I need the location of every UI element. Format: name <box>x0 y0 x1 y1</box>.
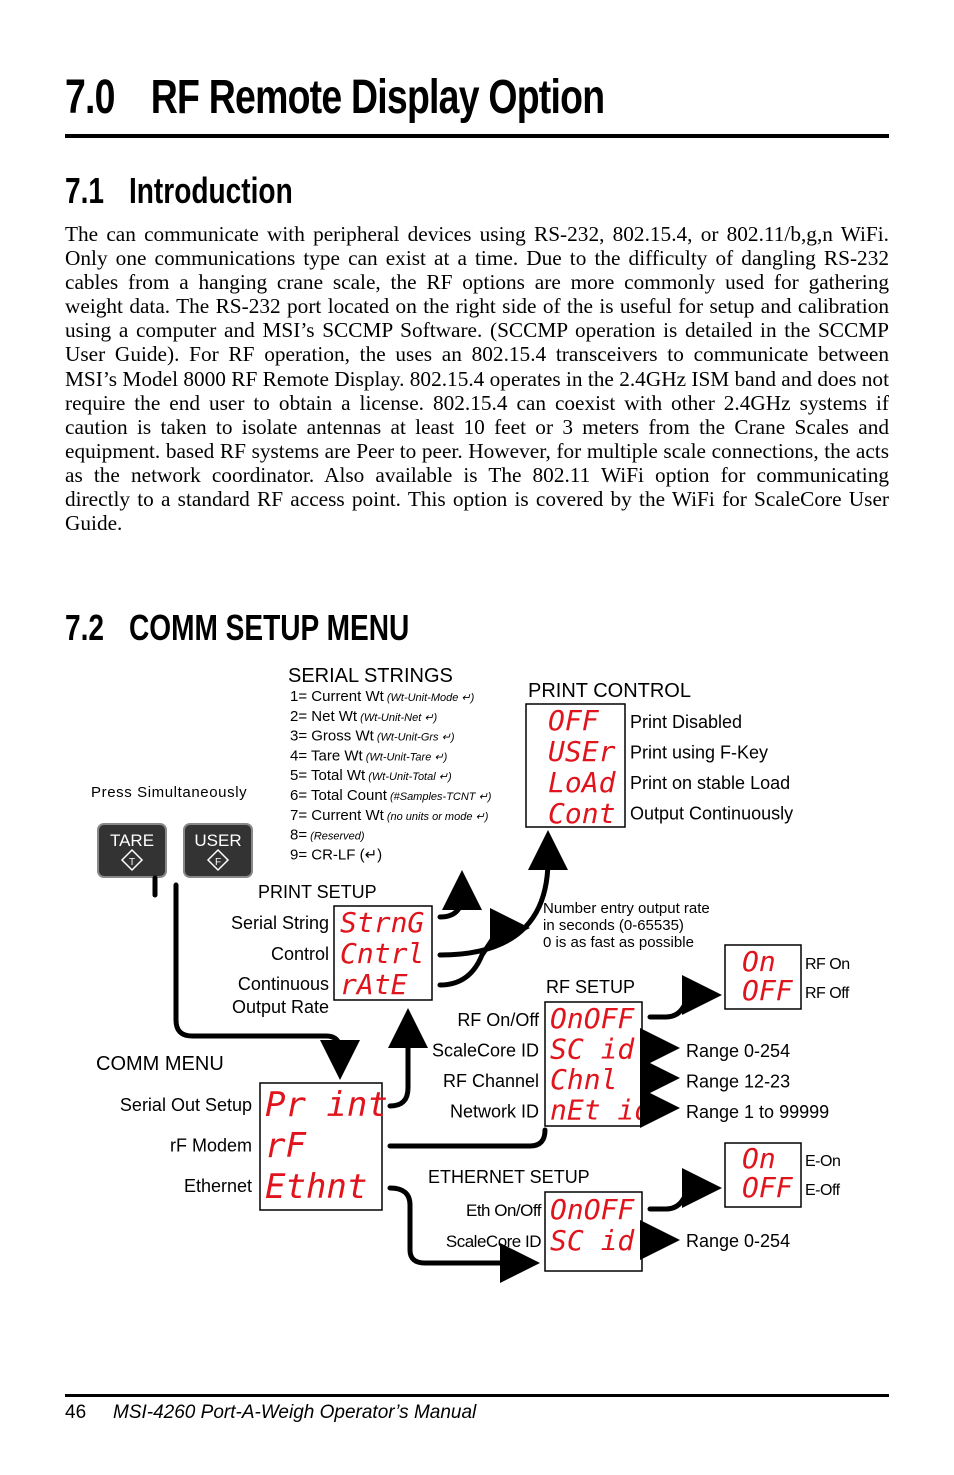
eth-onoff-label: E-On <box>805 1153 841 1170</box>
rf-setup-ranges <box>686 1041 829 1122</box>
serial-strings-title: SERIAL STRINGS <box>288 665 453 687</box>
print-setup-option-label: Control <box>270 944 329 964</box>
ethernet-setup-lcd-value: OnOFF <box>550 1193 635 1226</box>
print-setup-option-label: Output Rate <box>231 997 329 1017</box>
serial-string-item: 8= (Reserved) <box>290 826 365 844</box>
rf-setup-labels <box>432 1010 540 1122</box>
print-setup-option-label: Continuous <box>237 974 329 994</box>
manual-title: MSI-4260 Port-A-Weigh Operator’s Manual <box>113 1402 477 1423</box>
ethernet-setup-lcd-value: SC id <box>550 1224 635 1257</box>
print-setup-title: PRINT SETUP <box>258 882 377 902</box>
rf-setup-lcd-value: nEt id <box>550 1093 652 1127</box>
serial-string-item: 2= Net Wt (Wt-Unit-Net ↵) <box>290 707 438 725</box>
user-key[interactable] <box>184 824 252 877</box>
eth-onoff-lcd-value: On <box>742 1142 776 1175</box>
press-simultaneously-label: Press Simultaneously <box>91 784 248 801</box>
print-setup-lcd <box>340 906 424 1001</box>
page-footer <box>65 1402 476 1424</box>
page-number: 46 <box>65 1402 87 1423</box>
serial-string-item: 6= Total Count (#Samples-TCNT ↵) <box>290 787 492 804</box>
serial-string-item: 1= Current Wt (Wt-Unit-Mode ↵) <box>290 688 475 705</box>
print-control-option-label: Print Disabled <box>630 712 743 732</box>
subsection-title: COMM SETUP MENU <box>128 607 410 648</box>
serial-string-item: 7= Current Wt (no units or mode ↵) <box>290 806 489 824</box>
user-key-sub: F <box>214 857 222 868</box>
rf-onoff-lcd <box>742 945 794 1007</box>
ethernet-setup-option-label: ScaleCore ID <box>445 1232 541 1251</box>
ethernet-setup-title: ETHERNET SETUP <box>428 1167 590 1187</box>
rf-setup-lcd-value: SC id <box>550 1032 635 1066</box>
ethernet-setup-lcd <box>550 1193 635 1257</box>
print-control-lcd-value: OFF <box>548 704 599 737</box>
comm-menu-lcd <box>265 1085 388 1207</box>
serial-strings-list <box>290 688 492 863</box>
print-control-lcd-value: LoAd <box>548 766 616 799</box>
section-title: RF Remote Display Option <box>150 71 605 124</box>
print-control-lcd-value: USEr <box>548 735 616 768</box>
print-setup-lcd-value: Cntrl <box>340 937 425 970</box>
user-key-label: USER <box>194 831 242 850</box>
rf-setup-lcd-value: OnOFF <box>550 1002 635 1035</box>
ethernet-setup-labels <box>446 1201 542 1251</box>
print-control-lcd <box>548 704 617 830</box>
serial-string-item: 4= Tare Wt (Wt-Unit-Tare ↵) <box>290 747 448 765</box>
rate-note-line: in seconds (0-65535) <box>543 917 684 934</box>
section-number: 7.0 <box>65 71 115 124</box>
rf-onoff-labels <box>805 956 850 1002</box>
subsection-number: 7.2 <box>65 607 105 648</box>
comm-menu-lcd-value: rF <box>265 1126 306 1166</box>
subsection-number: 7.1 <box>65 170 105 211</box>
comm-menu-labels <box>120 1095 252 1196</box>
print-setup-lcd-value: rAtE <box>340 968 408 1001</box>
footer-rule <box>65 1394 889 1397</box>
rf-setup-range-label: Range 1 to 99999 <box>686 1102 830 1122</box>
ethernet-setup-option-label: Eth On/Off <box>465 1201 541 1220</box>
print-control-option-label: Output Continuously <box>630 803 794 824</box>
print-control-title: PRINT CONTROL <box>528 680 691 702</box>
rate-note <box>543 900 710 951</box>
print-control-option-label: Print on stable Load <box>630 773 791 793</box>
rf-setup-lcd-value: Chnl <box>550 1063 618 1096</box>
tare-key-sub: T <box>128 857 136 868</box>
serial-string-item: 9= CR-LF (↵) <box>290 846 383 864</box>
tare-key-label: TARE <box>109 831 155 850</box>
rf-setup-option-label: ScaleCore ID <box>431 1040 539 1061</box>
rf-setup-option-label: RF Channel <box>442 1071 539 1091</box>
rf-onoff-label: RF On <box>805 956 850 973</box>
rf-setup-option-label: Network ID <box>449 1101 539 1122</box>
serial-string-item: 5= Total Wt (Wt-Unit-Total ↵) <box>290 767 452 785</box>
print-control-lcd-value: Cont <box>548 797 616 830</box>
eth-onoff-labels <box>805 1153 841 1199</box>
subsection-title: Introduction <box>128 170 293 211</box>
rf-setup-title: RF SETUP <box>546 977 636 997</box>
tare-key[interactable] <box>98 824 166 877</box>
comm-menu-title: COMM MENU <box>96 1053 224 1075</box>
print-setup-labels <box>231 913 329 1017</box>
print-control-option-label: Print using F-Key <box>630 742 769 763</box>
serial-string-item: 3= Gross Wt (Wt-Unit-Grs ↵) <box>290 727 455 745</box>
rf-setup-range-label: Range 12-23 <box>686 1071 791 1092</box>
comm-menu-option-label: rF Modem <box>169 1135 252 1156</box>
rf-setup-range-label: Range 0-254 <box>686 1041 791 1061</box>
comm-menu-option-label: Serial Out Setup <box>119 1095 252 1115</box>
print-control-labels <box>630 712 793 824</box>
rf-setup-lcd <box>550 1002 652 1127</box>
rf-onoff-lcd-value: On <box>742 945 776 978</box>
comm-menu-lcd-value: Pr int <box>265 1085 388 1125</box>
rate-note-line: 0 is as fast as possible <box>543 934 694 951</box>
print-setup-option-label: Serial String <box>230 913 329 933</box>
eth-onoff-label: E-Off <box>805 1182 840 1199</box>
rf-onoff-label: RF Off <box>805 985 849 1002</box>
ethernet-range-label: Range 0-254 <box>686 1231 791 1251</box>
eth-onoff-lcd-value: OFF <box>742 1171 793 1204</box>
comm-menu-lcd-value: Ethnt <box>265 1167 368 1207</box>
print-setup-lcd-value: StrnG <box>340 906 425 939</box>
comm-menu-option-label: Ethernet <box>183 1176 252 1196</box>
rf-setup-option-label: RF On/Off <box>457 1010 539 1030</box>
intro-paragraph: The can communicate with peripheral devices using RS-232, 802.15.4, or 802.11/b,g,n WiFi. Only one communications type can exist at a time. Due to the difficulty of dangling RS-232 cables from a hanging crane scale, the RF options are more commonly used for gathering weight data. The RS-232 port located on the right side of the is useful for setup and calibration using a computer and MSI’s SCCMP Software. (SCCMP operation is detailed in the SCCMP User Guide). For RF operation, the uses an 802.15.4 transceivers to communicate between MSI’s Model 8000 RF Remote Display. 802.15.4 operates in the 2.4GHz ISM band and does not require the end user to obtain a license. 802.15.4 can coexist with other 2.4GHz systems if caution is taken to isolate antennas at least 10 feet or 3 meters from the Crane Scales and equipment. based RF systems are Peer to peer. However, for multiple scale connections, the acts as the network coordinator. Also available is The 802.11 WiFi option for communicating directly to a standard RF access point. This option is covered by the WiFi for ScaleCore User Guide. <box>65 222 889 536</box>
rf-onoff-lcd-value: OFF <box>742 974 793 1007</box>
rate-note-line: Number entry output rate <box>543 900 710 917</box>
eth-onoff-lcd <box>742 1142 794 1204</box>
